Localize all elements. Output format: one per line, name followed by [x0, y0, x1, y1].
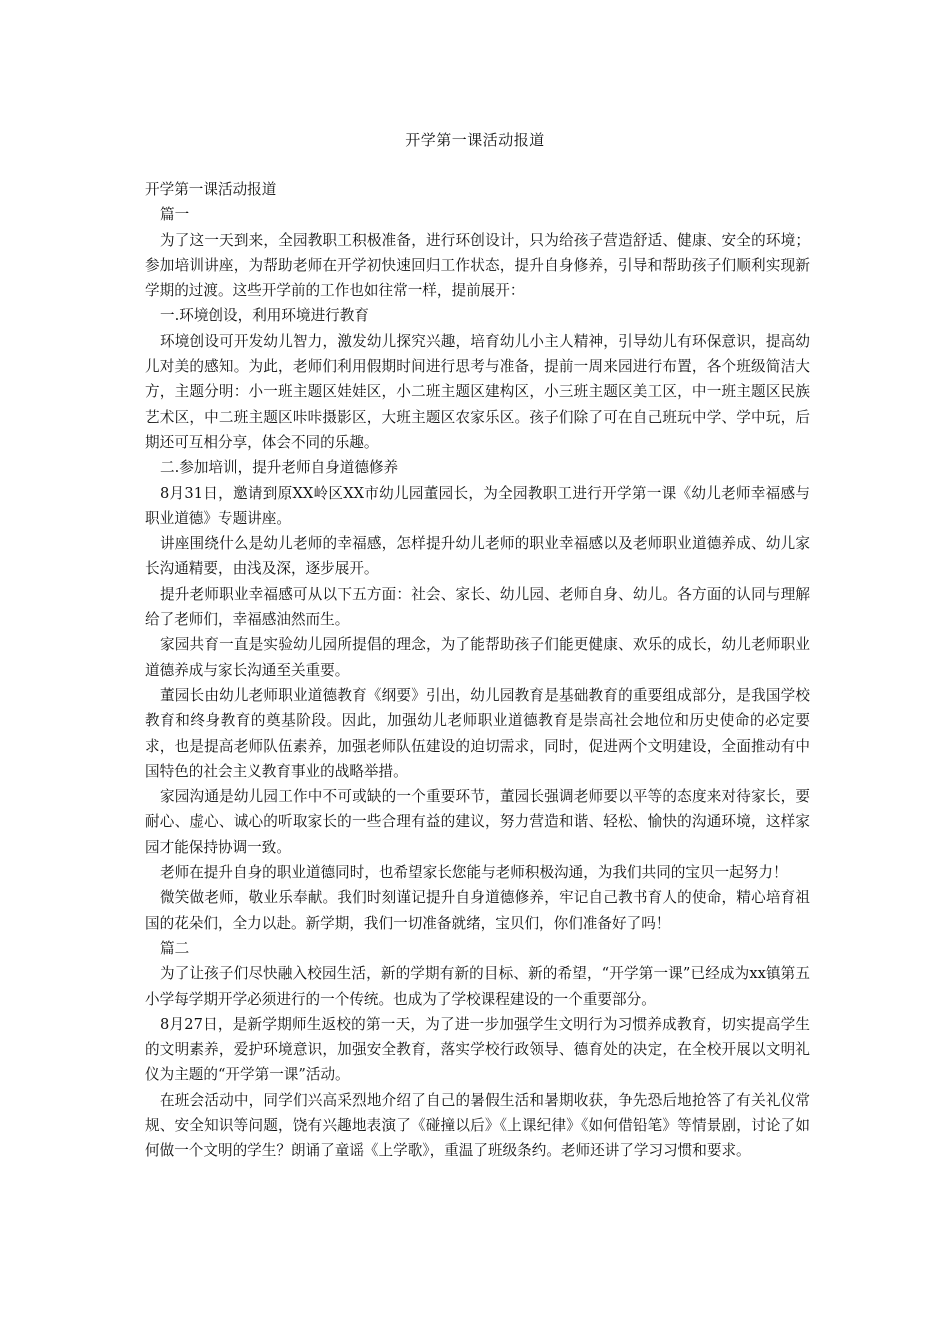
paragraph: 8月27日，是新学期师生返校的第一天，为了进一步加强学生文明行为习惯养成教育，切实提高学生的文明素养，爱护环境意识，加强安全教育，落实学校行政领导、德育处的决定，在全校开展以文明礼仪为主题的“开学第一课”活动。 — [145, 1015, 810, 1084]
paragraph: 家园共育一直是实验幼儿园所提倡的理念，为了能帮助孩子们能更健康、欢乐的成长，幼儿老师职业道德养成与家长沟通至关重要。 — [145, 636, 810, 679]
paragraph: 老师在提升自身的职业道德同时，也希望家长您能与老师积极沟通，为我们共同的宝贝一起努力！ — [160, 864, 788, 882]
section-heading: 一.环境创设，利用环境进行教育 — [160, 307, 369, 325]
paragraph: 家园沟通是幼儿园工作中不可或缺的一个重要环节，董园长强调老师要以平等的态度来对待家长，要耐心、虚心、诚心的听取家长的一些合理有益的建议，努力营造和谐、轻松、愉快的沟通环境，这样家园才能保持协调一致。 — [145, 788, 810, 856]
paragraph: 微笑做老师，敬业乐奉献。我们时刻谨记提升自身道德修养，牢记自己教书育人的使命，精心培育祖国的花朵们，全力以赴。新学期，我们一切准备就绪，宝贝们，你们准备好了吗！ — [145, 889, 810, 932]
section-heading-part-one: 篇一 — [160, 206, 190, 224]
document-title: 开学第一课活动报道 — [405, 131, 545, 149]
paragraph: 为了这一天到来，全园教职工积极准备，进行环创设计，只为给孩子营造舒适、健康、安全的环境；参加培训讲座，为帮助老师在开学初快速回归工作状态，提升自身修养，引导和帮助孩子们顺利实现新学期的过渡。这些开学前的工作也如往常一样，提前展开： — [145, 231, 810, 300]
section-heading-part-two: 篇二 — [160, 939, 190, 957]
paragraph: 董园长由幼儿老师职业道德教育《纲要》引出，幼儿园教育是基础教育的重要组成部分，是我国学校教育和终身教育的奠基阶段。因此，加强幼儿老师职业道德教育是崇高社会地位和历史使命的必定要求，也是提高老师队伍素养，加强老师队伍建设的迫切需求，同时，促进两个文明建设，全面推动有中国特色的社会主义教育事业的战略举措。 — [145, 686, 810, 780]
paragraph: 为了让孩子们尽快融入校园生活，新的学期有新的目标、新的希望，“开学第一课”已经成为xx镇第五小学每学期开学必须进行的一个传统。也成为了学校课程建设的一个重要部分。 — [145, 965, 810, 1008]
document-subtitle: 开学第一课活动报道 — [145, 181, 277, 198]
paragraph: 8月31日，邀请到原XX岭区XX市幼儿园董园长，为全园教职工进行开学第一课《幼儿老师幸福感与职业道德》专题讲座。 — [145, 484, 810, 527]
section-heading: 二.参加培训，提升老师自身道德修养 — [160, 459, 399, 477]
paragraph: 在班会活动中，同学们兴高采烈地介绍了自己的暑假生活和暑期收获，争先恐后地抢答了有关礼仪常规、安全知识等问题，饶有兴趣地表演了《碰撞以后》《上课纪律》《如何借铅笔》等情景剧，讨论了如何做一个文明的学生？朗诵了童谣《上学歌》，重温了班级条约。老师还讲了学习习惯和要求。 — [145, 1091, 810, 1160]
paragraph: 环境创设可开发幼儿智力，激发幼儿探究兴趣，培育幼儿小主人精神，引导幼儿有环保意识，提高幼儿对美的感知。为此，老师们利用假期时间进行思考与准备，提前一周来园进行布置，各个班级简洁大方，主题分明：小一班主题区娃娃区，小二班主题区建构区，小三班主题区美工区，中一班主题区民族艺术区，中二班主题区咔咔摄影区，大班主题区农家乐区。孩子们除了可在自己班玩中学、学中玩，后期还可互相分享，体会不同的乐趣。 — [145, 332, 810, 451]
paragraph: 讲座围绕什么是幼儿老师的幸福感，怎样提升幼儿老师的职业幸福感以及老师职业道德养成、幼儿家长沟通精要，由浅及深，逐步展开。 — [145, 535, 810, 578]
paragraph: 提升老师职业幸福感可从以下五方面：社会、家长、幼儿园、老师自身、幼儿。各方面的认同与理解给了老师们，幸福感油然而生。 — [145, 585, 810, 629]
document-body — [145, 177, 810, 1164]
